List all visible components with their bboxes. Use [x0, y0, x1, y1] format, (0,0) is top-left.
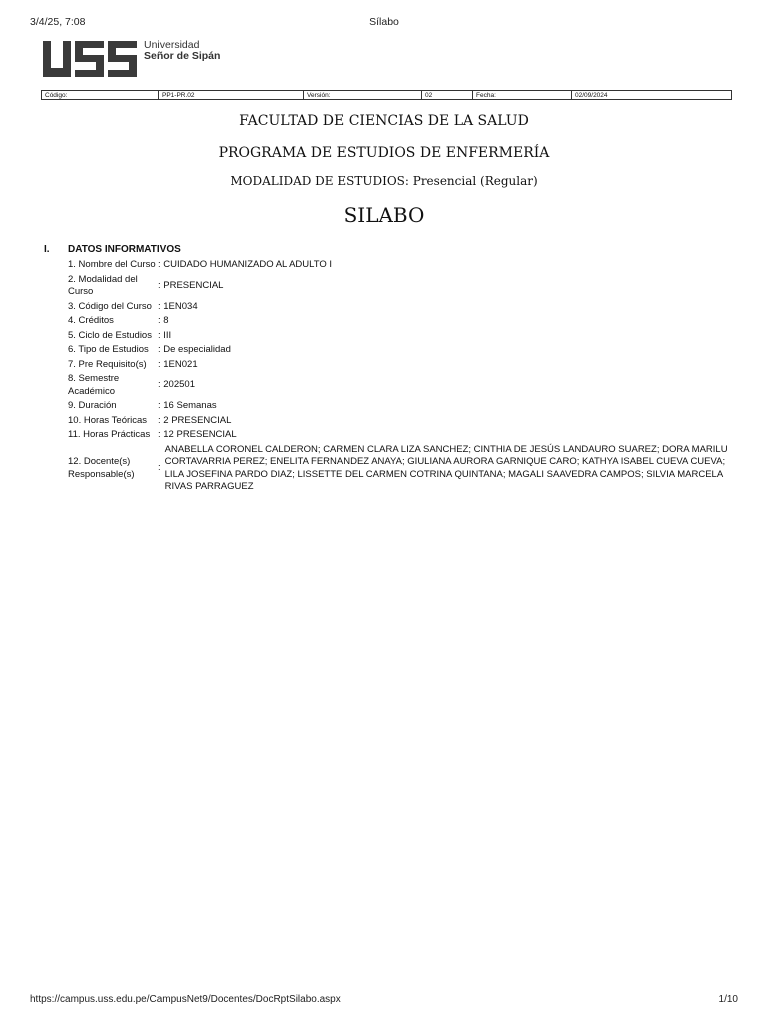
print-datetime: 3/4/25, 7:08 [30, 16, 86, 28]
info-row [68, 273, 738, 300]
fecha-value: 02/09/2024 [575, 92, 608, 99]
info-value: : 8 [158, 315, 169, 326]
document-title: SILABO [343, 203, 425, 227]
info-label: 4. Créditos [68, 315, 114, 326]
info-row [68, 443, 738, 495]
info-row [68, 300, 738, 315]
info-value: : PRESENCIAL [158, 279, 224, 291]
info-label: 3. Código del Curso [68, 300, 152, 312]
university-logo [42, 40, 220, 80]
info-row [68, 428, 738, 443]
facultad-heading: FACULTAD DE CIENCIAS DE LA SALUD [239, 113, 529, 129]
print-page-title: Sílabo [369, 16, 399, 28]
info-label: 1. Nombre del Curso [68, 259, 156, 270]
section-number: I. [44, 244, 50, 255]
print-header [30, 16, 738, 32]
info-row [68, 343, 738, 358]
info-label: 5. Ciclo de Estudios [68, 329, 152, 341]
version-label: Versión: [304, 91, 422, 99]
info-value: : CUIDADO HUMANIZADO AL ADULTO I [158, 259, 333, 270]
print-footer [30, 994, 738, 1008]
info-value: : 202501 [158, 379, 195, 391]
info-row [68, 372, 738, 399]
section-title: DATOS INFORMATIVOS [68, 244, 181, 255]
document-meta-table [41, 90, 732, 100]
university-name-line2: Señor de Sipán [144, 50, 221, 62]
info-value [158, 443, 738, 495]
info-label: 8. Semestre Académico [68, 373, 120, 397]
info-label: 11. Horas Prácticas [68, 429, 151, 440]
uss-logo-icon [42, 40, 138, 78]
info-value: : 1EN021 [158, 358, 198, 370]
info-row [68, 329, 738, 344]
datos-informativos-table [68, 258, 738, 495]
info-value: : 16 Semanas [158, 400, 217, 411]
print-url: https://campus.uss.edu.pe/CampusNet9/Docentes/DocRptSilabo.aspx [30, 994, 341, 1005]
info-row [68, 314, 738, 329]
info-label: 6. Tipo de Estudios [68, 344, 149, 355]
codigo-label: Código: [42, 91, 159, 99]
info-row [68, 414, 738, 429]
info-label: 10. Horas Teóricas [68, 414, 148, 426]
info-value: : 12 PRESENCIAL [158, 429, 237, 440]
university-name-line1: Universidad [144, 39, 200, 51]
info-row [68, 399, 738, 414]
info-value: : III [158, 329, 172, 341]
info-value: : 2 PRESENCIAL [158, 414, 232, 426]
university-name [144, 40, 220, 62]
info-label: 2. Modalidad del Curso [68, 273, 138, 297]
version-value: 02 [422, 91, 473, 99]
info-row [68, 258, 738, 273]
info-separator: : [158, 462, 161, 474]
info-label: 12. Docente(s) Responsable(s) [68, 456, 135, 480]
docentes-list: ANABELLA CORONEL CALDERON; CARMEN CLARA LIZA SANCHEZ; CINTHIA DE JESÚS LANDAURO SUAREZ; DORA MARILU CORTAVARRIA PEREZ; ENELITA FERNANDEZ ANAYA; GIULIANA AURORA GARNIQUE CARO; KATHYA ISABEL CUEVA CUEVA; LILA JOSEFINA PARDO DIAZ; LISSETTE DEL CARMEN COTRINA QUINTANA; MAGALI SAAVEDRA CAMPOS; SILVIA MARCELA RIVAS PARRAGUEZ [164, 443, 728, 492]
info-label: 9. Duración [68, 400, 117, 411]
print-page-number: 1/10 [718, 994, 738, 1005]
info-label: 7. Pre Requisito(s) [68, 358, 147, 370]
programa-heading: PROGRAMA DE ESTUDIOS DE ENFERMERÍA [218, 145, 550, 161]
modalidad-heading: MODALIDAD DE ESTUDIOS: Presencial (Regular) [230, 174, 538, 188]
info-value: : De especialidad [158, 344, 231, 355]
info-value: : 1EN034 [158, 300, 198, 312]
fecha-label: Fecha: [473, 91, 572, 99]
codigo-value: PP1-PR.02 [159, 91, 304, 99]
info-row [68, 358, 738, 373]
